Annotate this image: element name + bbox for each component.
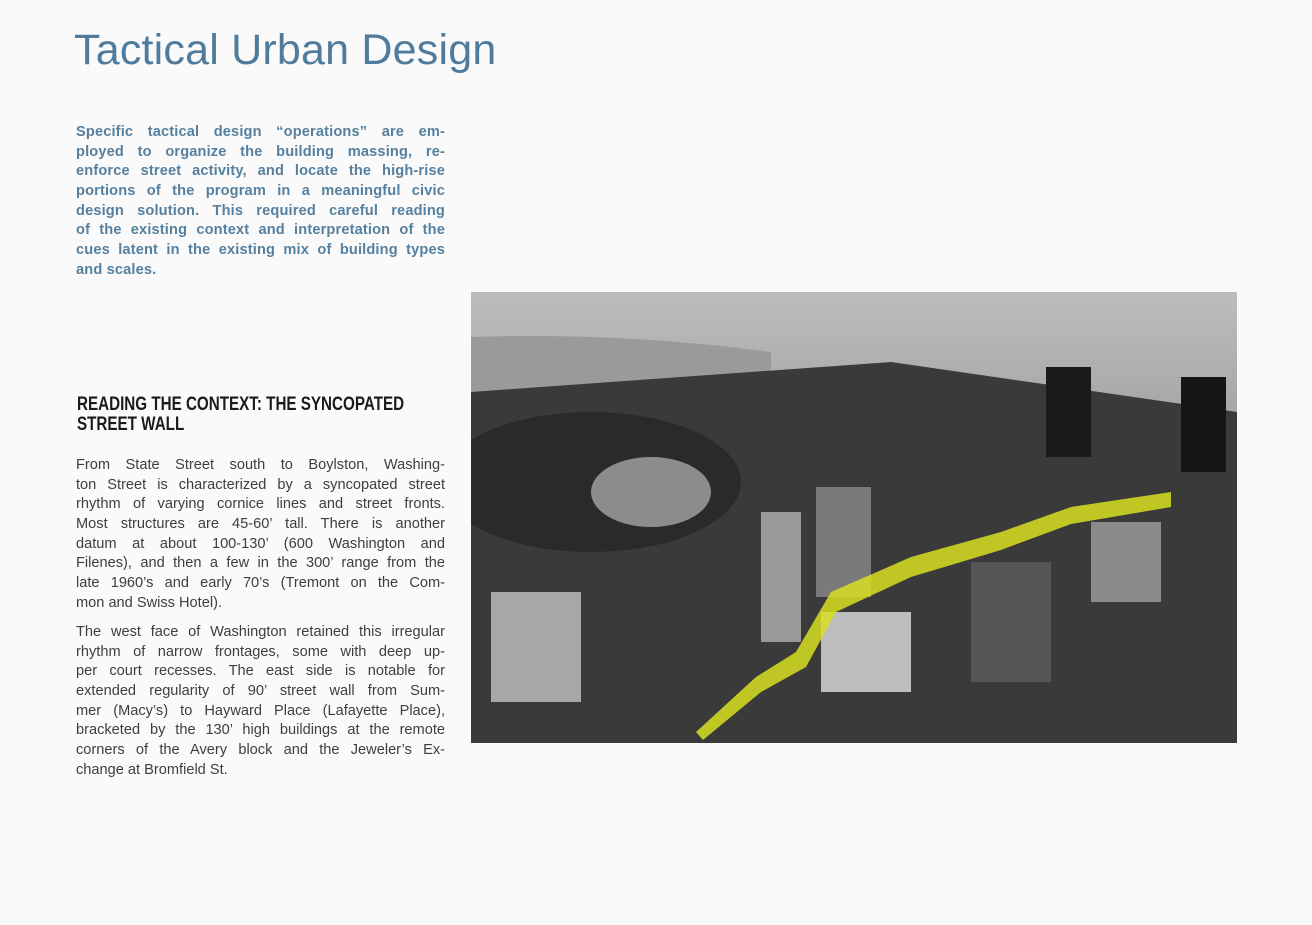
page-title: Tactical Urban Design xyxy=(74,26,497,74)
intro-line: and scales. xyxy=(76,261,157,278)
body-line: corners of the Avery block and the Jeweler’s Ex- xyxy=(76,742,445,759)
body-line: late 1960’s and early 70’s (Tremont on the Com- xyxy=(76,575,445,592)
tower xyxy=(761,512,801,642)
intro-line: design solution. This required careful reading xyxy=(76,202,445,219)
body-line: mer (Macy’s) to Hayward Place (Lafayette Place), xyxy=(76,702,445,719)
body-line: rhythm of narrow frontages, some with deep up- xyxy=(76,643,445,660)
body-line: Most structures are 45-60’ tall. There is another xyxy=(76,516,445,533)
body-paragraph-2 xyxy=(76,623,445,781)
body-line: From State Street south to Boylston, Washing- xyxy=(76,457,445,473)
building xyxy=(971,562,1051,682)
building xyxy=(1091,522,1161,602)
section-heading-line: STREET WALL xyxy=(77,414,185,435)
aerial-city-photo xyxy=(471,292,1237,743)
section-heading xyxy=(77,395,486,435)
body-line: Filenes), and then a few in the 300’ range from the xyxy=(76,555,445,572)
building xyxy=(491,592,581,702)
body-line: bracketed by the 130’ high buildings at the remote xyxy=(76,722,445,739)
intro-line: enforce street activity, and locate the high-rise xyxy=(76,163,445,180)
body-line: per court recesses. The east side is notable for xyxy=(76,663,445,680)
body-line: mon and Swiss Hotel). xyxy=(76,594,222,611)
section-heading-line: READING THE CONTEXT: THE SYNCOPATED xyxy=(77,394,405,415)
intro-line: of the existing context and interpretation of the xyxy=(76,222,445,239)
aerial-photo-illustration xyxy=(471,292,1237,743)
common-lawn xyxy=(591,457,711,527)
body-paragraph-1 xyxy=(76,456,445,614)
body-line: The west face of Washington retained this irregular xyxy=(76,624,445,640)
body-line: extended regularity of 90’ street wall from Sum- xyxy=(76,683,445,700)
intro-line: portions of the program in a meaningful civic xyxy=(76,183,445,200)
tower xyxy=(1181,377,1226,472)
tower xyxy=(1046,367,1091,457)
body-line: ton Street is characterized by a syncopated street xyxy=(76,476,445,493)
body-line: datum at about 100-130’ (600 Washington and xyxy=(76,535,445,552)
body-line: change at Bromfield St. xyxy=(76,761,228,778)
intro-paragraph xyxy=(76,123,445,281)
intro-line: ployed to organize the building massing, re- xyxy=(76,143,445,160)
body-line: rhythm of varying cornice lines and street fronts. xyxy=(76,496,445,513)
building xyxy=(821,612,911,692)
intro-line: Specific tactical design “operations” are em- xyxy=(76,124,445,140)
intro-line: cues latent in the existing mix of building types xyxy=(76,242,445,259)
